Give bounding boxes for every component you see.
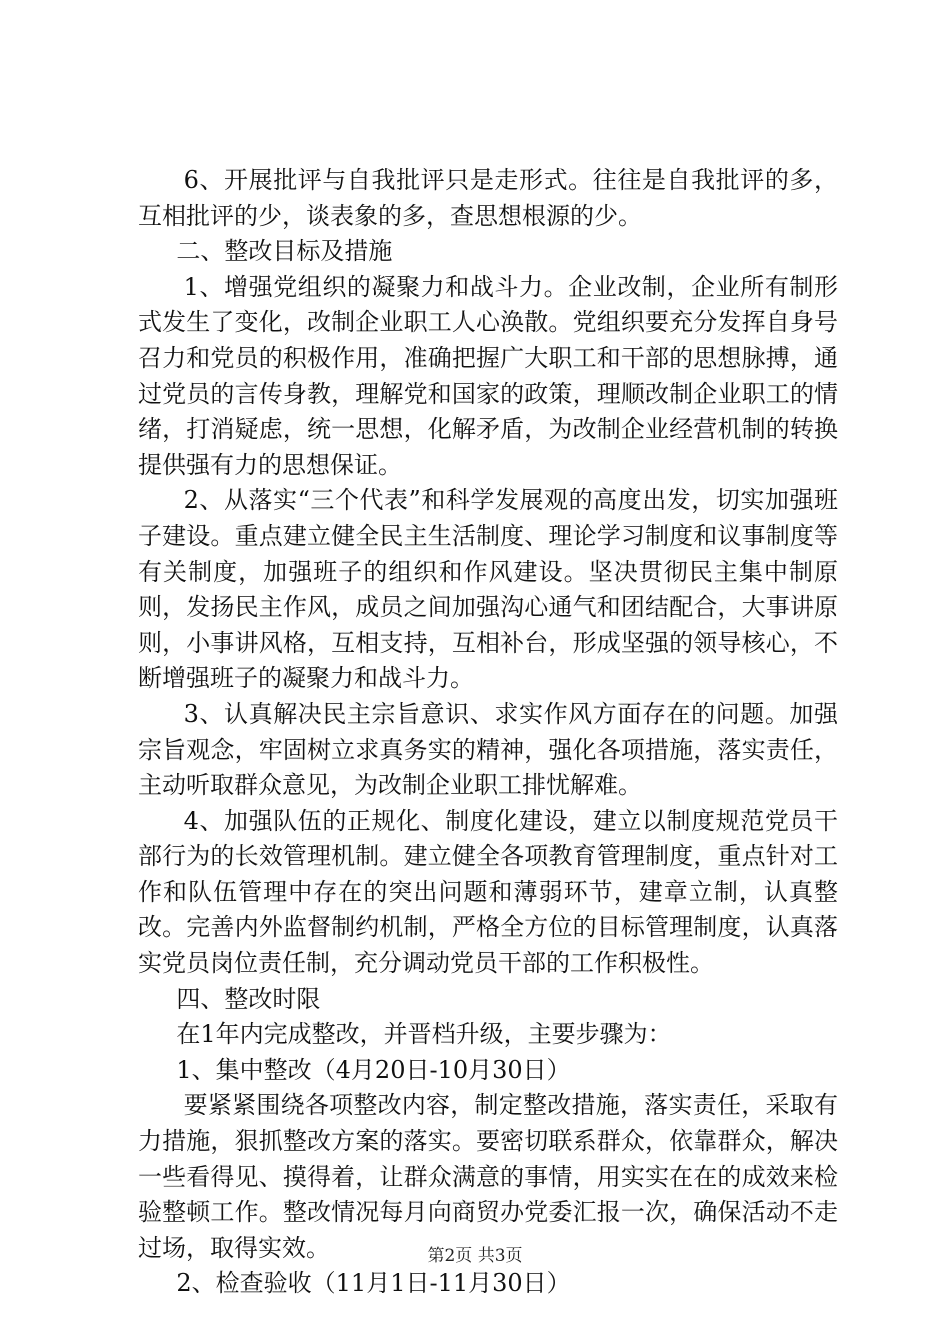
paragraph-criticism-formality: 6、开展批评与自我批评只是走形式。往往是自我批评的多，互相批评的少，谈表象的多，查思想根源的少。 bbox=[138, 166, 838, 230]
paragraph-rectification-details: 要紧紧围绕各项整改内容，制定整改措施，落实责任，采取有力措施，狠抓整改方案的落实。要密切联系群众，依靠群众，解决一些看得见、摸得着，让群众满意的事情，用实实在在的成效来检验整顿工作。整改情况每月向商贸办党委汇报一次，确保活动不走过场，取得实效。 bbox=[138, 1091, 838, 1262]
step-heading-concentrated-rectification: 1、集中整改（4月20日-10月30日） bbox=[176, 1055, 571, 1084]
paragraph-one-year-steps: 在1年内完成整改，并晋档升级，主要步骤为： bbox=[176, 1020, 672, 1049]
paragraph-team-building: 2、从落实“三个代表”和科学发展观的高度出发，切实加强班子建设。重点建立健全民主生活制度、理论学习制度和议事制度等有关制度，加强班子的组织和作风建设。坚决贯彻民主集中制原则，发扬民主作风，成员之间加强沟心通气和团结配合，大事讲原则，小事讲风格，互相支持，互相补台，形成坚强的领导核心，不断增强班子的凝聚力和战斗力。 bbox=[138, 486, 838, 693]
section-heading-time-limit: 四、整改时限 bbox=[176, 984, 321, 1013]
paragraph-institutional-building: 4、加强队伍的正规化、制度化建设，建立以制度规范党员干部行为的长效管理机制。建立健全各项教育管理制度，重点针对工作和队伍管理中存在的突出问题和薄弱环节，建章立制，认真整改。完善内外监督制约机制，严格全方位的目标管理制度，认真落实党员岗位责任制，充分调动党员干部的工作积极性。 bbox=[138, 806, 838, 978]
section-heading-goals-measures: 二、整改目标及措施 bbox=[176, 237, 393, 266]
document-body bbox=[138, 163, 838, 1302]
page-footer bbox=[0, 1241, 950, 1266]
paragraph-party-cohesion: 1、增强党组织的凝聚力和战斗力。企业改制，企业所有制形式发生了变化，改制企业职工人心涣散。党组织要充分发挥自身号召力和党员的积极作用，准确把握广大职工和干部的思想脉搏，通过党员的言传身教，理解党和国家的政策，理顺改制企业职工的情绪，打消疑虑，统一思想，化解矛盾，为改制企业经营机制的转换提供强有力的思想保证。 bbox=[138, 272, 838, 479]
step-heading-inspection-acceptance: 2、检查验收（11月1日-11月30日） bbox=[176, 1269, 571, 1298]
paragraph-democratic-purpose: 3、认真解决民主宗旨意识、求实作风方面存在的问题。加强宗旨观念，牢固树立求真务实的精神，强化各项措施，落实责任，主动听取群众意见，为改制企业职工排忧解难。 bbox=[138, 699, 838, 800]
page-number-label: 第2页 共3页 bbox=[427, 1246, 523, 1266]
